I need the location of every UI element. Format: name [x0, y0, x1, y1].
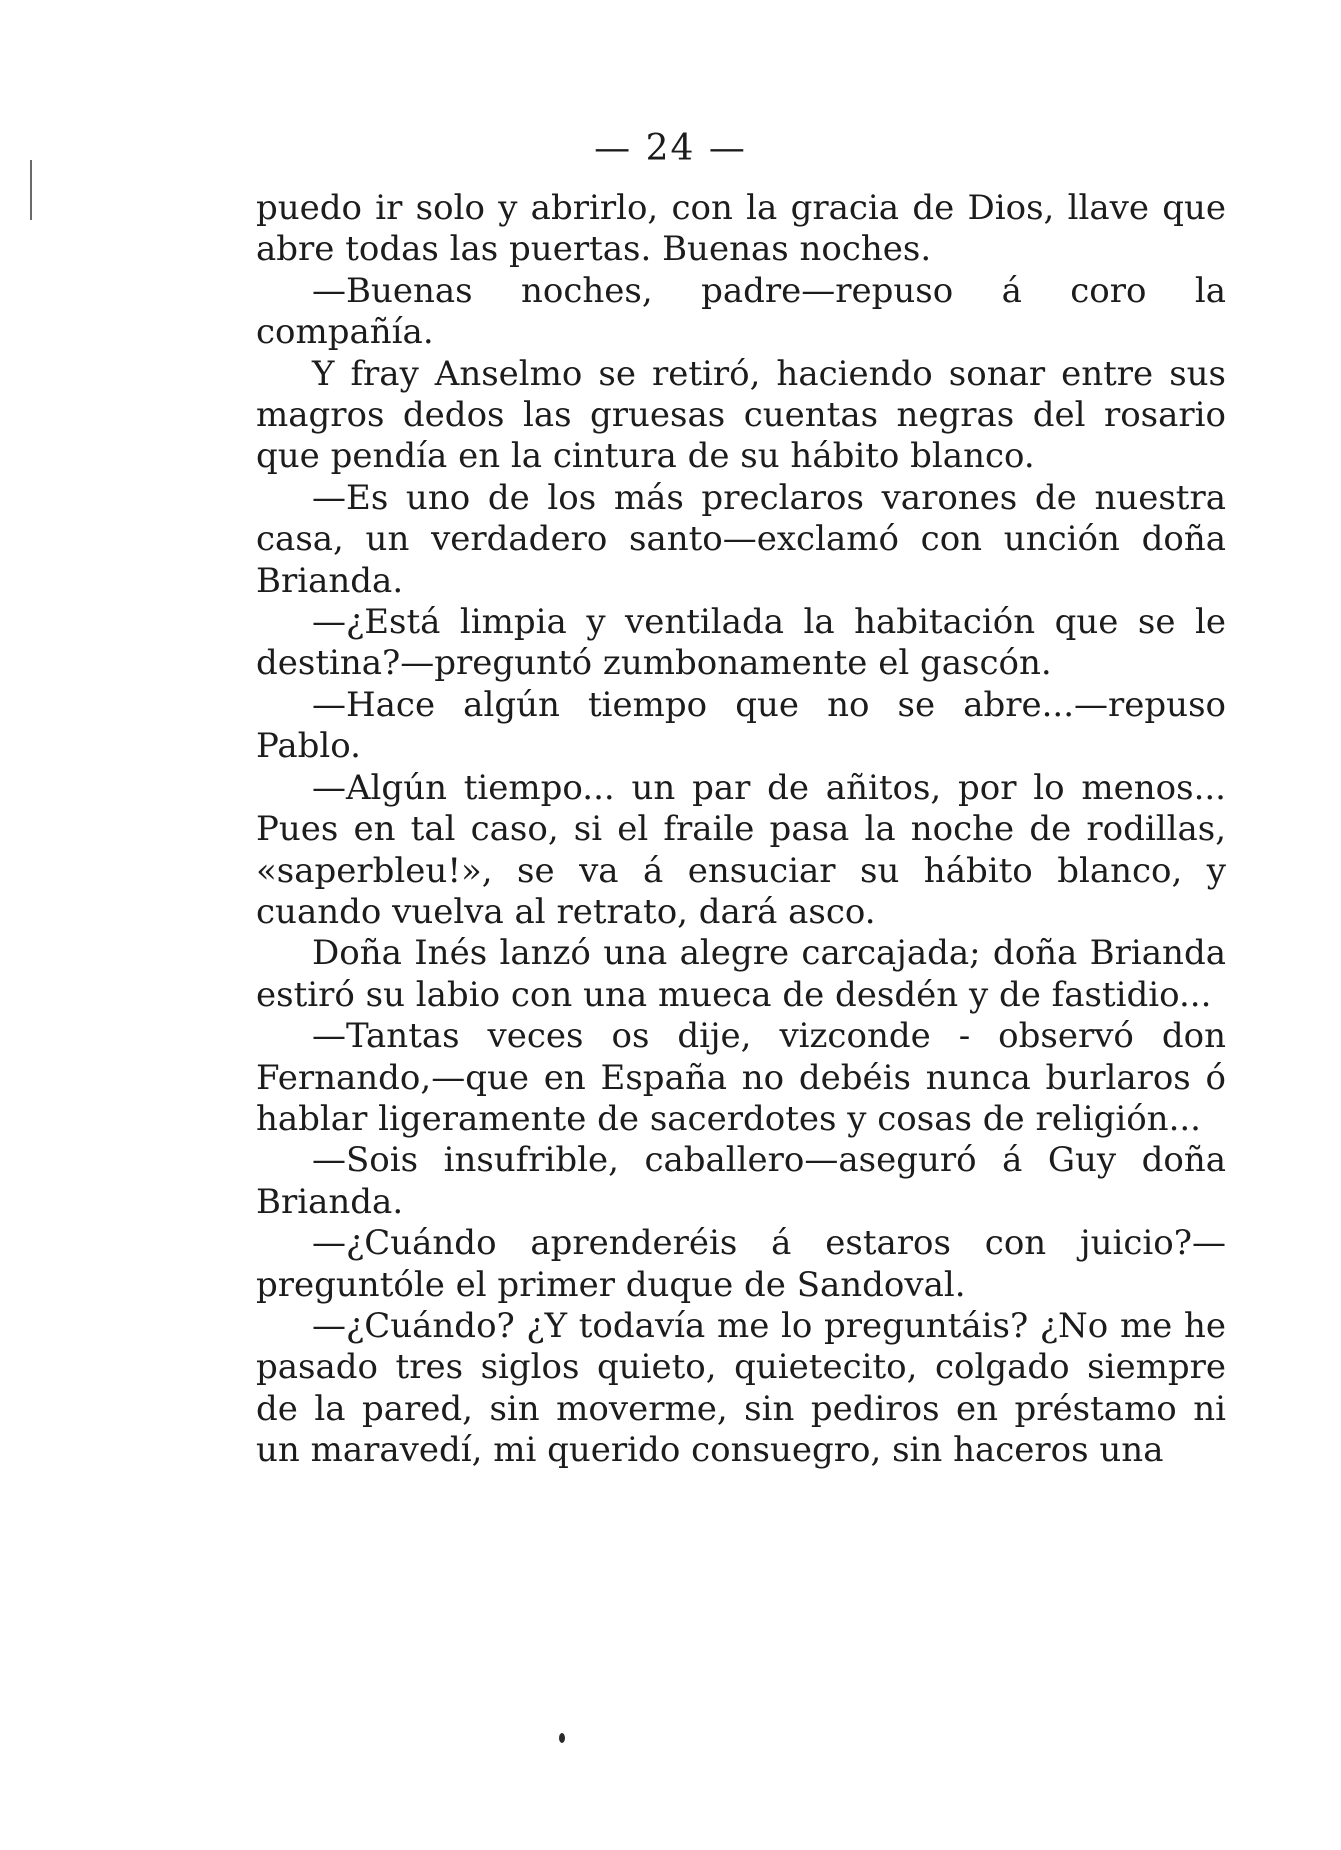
- paragraph: —Buenas noches, padre—repuso á coro la compañía.: [256, 270, 1226, 353]
- paragraph: —Es uno de los más preclaros varones de nuestra casa, un verdadero santo—exclamó con unción doña Brianda.: [256, 477, 1226, 601]
- paragraph: —Tantas veces os dije, vizconde - observó don Fernando,—que en España no debéis nunca burlaros ó hablar ligeramente de sacerdotes y cosas de religión...: [256, 1016, 1226, 1139]
- page-number: — 24 —: [594, 128, 747, 169]
- margin-mark: [30, 160, 32, 220]
- ink-speck: [559, 1733, 565, 1743]
- paragraph: —¿Cuándo aprenderéis á estaros con juicio?—preguntóle el primer duque de Sandoval.: [256, 1223, 1226, 1305]
- body-text: [256, 188, 1226, 1472]
- paragraph: Doña Inés lanzó una alegre carcajada; doña Brianda estiró su labio con una mueca de desdén y de fastidio...: [256, 933, 1226, 1015]
- paragraph: —Hace algún tiempo que no se abre...—repuso Pablo.: [256, 684, 1226, 767]
- paragraph: puedo ir solo y abrirlo, con la gracia de Dios, llave que abre todas las puertas. Buenas noches.: [256, 188, 1226, 270]
- paragraph: —Sois insufrible, caballero—aseguró á Guy doña Brianda.: [256, 1140, 1226, 1222]
- paragraph: Y fray Anselmo se retiró, haciendo sonar entre sus magros dedos las gruesas cuentas negras del rosario que pendía en la cintura de su hábito blanco.: [256, 353, 1226, 477]
- paragraph: —¿Cuándo? ¿Y todavía me lo preguntáis? ¿No me he pasado tres siglos quieto, quietecito, colgado siempre de la pared, sin moverme, sin pediros en préstamo ni un maravedí, mi querido consuegro, sin haceros una: [256, 1305, 1226, 1471]
- paragraph: —Algún tiempo... un par de añitos, por lo menos... Pues en tal caso, si el fraile pasa la noche de rodillas, «saperbleu!», se va á ensuciar su hábito blanco, y cuando vuelva al retrato, dará asco.: [256, 767, 1226, 932]
- paragraph: —¿Está limpia y ventilada la habitación que se le destina?—preguntó zumbonamente el gascón.: [256, 602, 1226, 684]
